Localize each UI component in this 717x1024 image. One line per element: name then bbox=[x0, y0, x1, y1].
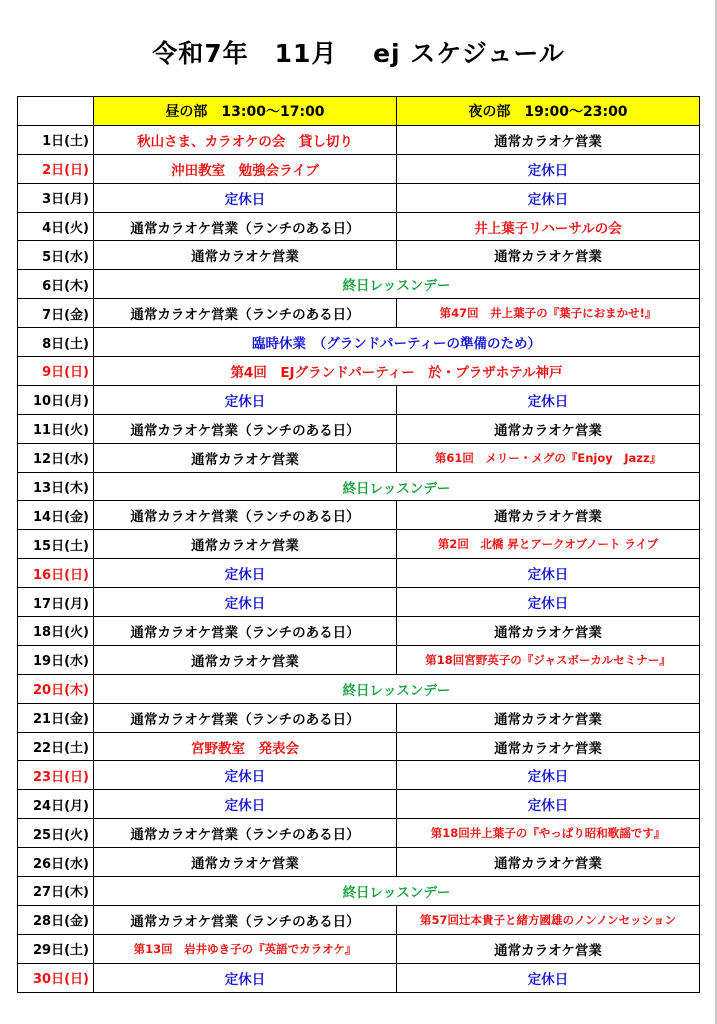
date-cell: 20日(木) bbox=[18, 674, 94, 703]
night-session-cell: 定休日 bbox=[397, 963, 700, 992]
night-session-cell: 定休日 bbox=[397, 559, 700, 588]
night-session-cell: 定休日 bbox=[397, 790, 700, 819]
table-row bbox=[18, 761, 700, 790]
date-cell: 1日(土) bbox=[18, 125, 94, 154]
date-cell: 14日(金) bbox=[18, 501, 94, 530]
table-row bbox=[18, 212, 700, 241]
day-session-cell: 宮野教室 発表会 bbox=[94, 732, 397, 761]
table-row bbox=[18, 732, 700, 761]
date-cell: 11日(火) bbox=[18, 414, 94, 443]
all-day-event-cell: 終日レッスンデー bbox=[94, 674, 700, 703]
table-row bbox=[18, 559, 700, 588]
table-row bbox=[18, 385, 700, 414]
night-session-cell: 定休日 bbox=[397, 761, 700, 790]
day-session-cell: 通常カラオケ営業（ランチのある日） bbox=[94, 212, 397, 241]
table-row bbox=[18, 645, 700, 674]
day-session-cell: 通常カラオケ営業（ランチのある日） bbox=[94, 703, 397, 732]
table-row bbox=[18, 703, 700, 732]
schedule-body bbox=[18, 125, 700, 992]
day-session-cell: 定休日 bbox=[94, 385, 397, 414]
night-session-cell: 通常カラオケ営業 bbox=[397, 501, 700, 530]
date-cell: 30日(日) bbox=[18, 963, 94, 992]
table-row bbox=[18, 183, 700, 212]
table-row bbox=[18, 414, 700, 443]
night-session-cell: 通常カラオケ営業 bbox=[397, 617, 700, 646]
day-session-cell: 通常カラオケ営業 bbox=[94, 443, 397, 472]
night-session-cell: 第18回井上葉子の『やっぱり昭和歌謡です』 bbox=[397, 819, 700, 848]
day-session-cell: 定休日 bbox=[94, 183, 397, 212]
header-date-cell bbox=[18, 97, 94, 126]
table-row bbox=[18, 501, 700, 530]
header-night-session: 夜の部 19:00～23:00 bbox=[397, 97, 700, 126]
day-session-cell: 通常カラオケ営業 bbox=[94, 241, 397, 270]
night-session-cell: 定休日 bbox=[397, 385, 700, 414]
day-session-cell: 定休日 bbox=[94, 963, 397, 992]
header-row bbox=[18, 97, 700, 126]
night-session-cell: 通常カラオケ営業 bbox=[397, 125, 700, 154]
date-cell: 23日(日) bbox=[18, 761, 94, 790]
day-session-cell: 通常カラオケ営業（ランチのある日） bbox=[94, 414, 397, 443]
day-session-cell: 通常カラオケ営業 bbox=[94, 848, 397, 877]
all-day-event-cell: 終日レッスンデー bbox=[94, 270, 700, 299]
date-cell: 18日(火) bbox=[18, 617, 94, 646]
table-row bbox=[18, 617, 700, 646]
night-session-cell: 通常カラオケ営業 bbox=[397, 703, 700, 732]
page-title: 令和7年 11月 ej スケジュール bbox=[152, 39, 565, 68]
table-row bbox=[18, 934, 700, 963]
table-row bbox=[18, 328, 700, 357]
day-session-cell: 秋山さま、カラオケの会 貸し切り bbox=[94, 125, 397, 154]
table-row bbox=[18, 790, 700, 819]
all-day-event-cell: 臨時休業 （グランドパーティーの準備のため） bbox=[94, 328, 700, 357]
table-row bbox=[18, 357, 700, 386]
date-cell: 10日(月) bbox=[18, 385, 94, 414]
date-cell: 29日(土) bbox=[18, 934, 94, 963]
date-cell: 6日(木) bbox=[18, 270, 94, 299]
all-day-event-cell: 終日レッスンデー bbox=[94, 877, 700, 906]
night-session-cell: 定休日 bbox=[397, 154, 700, 183]
date-cell: 2日(日) bbox=[18, 154, 94, 183]
table-row bbox=[18, 674, 700, 703]
day-session-cell: 通常カラオケ営業 bbox=[94, 645, 397, 674]
night-session-cell: 第2回 北橋 昇とアークオブノート ライブ bbox=[397, 530, 700, 559]
day-session-cell: 通常カラオケ営業（ランチのある日） bbox=[94, 905, 397, 934]
day-session-cell: 通常カラオケ営業（ランチのある日） bbox=[94, 501, 397, 530]
date-cell: 8日(土) bbox=[18, 328, 94, 357]
table-row bbox=[18, 443, 700, 472]
table-row bbox=[18, 472, 700, 501]
night-session-cell: 通常カラオケ営業 bbox=[397, 414, 700, 443]
schedule-table bbox=[17, 96, 700, 993]
date-cell: 9日(日) bbox=[18, 357, 94, 386]
day-session-cell: 沖田教室 勉強会ライブ bbox=[94, 154, 397, 183]
night-session-cell: 通常カラオケ営業 bbox=[397, 848, 700, 877]
night-session-cell: 通常カラオケ営業 bbox=[397, 934, 700, 963]
night-session-cell: 定休日 bbox=[397, 183, 700, 212]
night-session-cell: 第61回 メリー・メグの『Enjoy Jazz』 bbox=[397, 443, 700, 472]
day-session-cell: 定休日 bbox=[94, 790, 397, 819]
date-cell: 21日(金) bbox=[18, 703, 94, 732]
table-row bbox=[18, 241, 700, 270]
day-session-cell: 定休日 bbox=[94, 559, 397, 588]
date-cell: 24日(月) bbox=[18, 790, 94, 819]
table-row bbox=[18, 905, 700, 934]
date-cell: 5日(水) bbox=[18, 241, 94, 270]
table-row bbox=[18, 530, 700, 559]
date-cell: 25日(火) bbox=[18, 819, 94, 848]
date-cell: 16日(日) bbox=[18, 559, 94, 588]
day-session-cell: 通常カラオケ営業（ランチのある日） bbox=[94, 299, 397, 328]
date-cell: 12日(水) bbox=[18, 443, 94, 472]
night-session-cell: 通常カラオケ営業 bbox=[397, 241, 700, 270]
date-cell: 27日(木) bbox=[18, 877, 94, 906]
night-session-cell: 第47回 井上葉子の『葉子におまかせ!』 bbox=[397, 299, 700, 328]
table-row bbox=[18, 299, 700, 328]
table-row bbox=[18, 819, 700, 848]
day-session-cell: 通常カラオケ営業 bbox=[94, 530, 397, 559]
table-row bbox=[18, 125, 700, 154]
all-day-event-cell: 第4回 EJグランドパーティー 於・プラザホテル神戸 bbox=[94, 357, 700, 386]
day-session-cell: 通常カラオケ営業（ランチのある日） bbox=[94, 617, 397, 646]
table-row bbox=[18, 963, 700, 992]
date-cell: 22日(土) bbox=[18, 732, 94, 761]
all-day-event-cell: 終日レッスンデー bbox=[94, 472, 700, 501]
table-row bbox=[18, 848, 700, 877]
day-session-cell: 通常カラオケ営業（ランチのある日） bbox=[94, 819, 397, 848]
date-cell: 26日(水) bbox=[18, 848, 94, 877]
date-cell: 3日(月) bbox=[18, 183, 94, 212]
table-row bbox=[18, 270, 700, 299]
day-session-cell: 第13回 岩井ゆき子の『英語でカラオケ』 bbox=[94, 934, 397, 963]
table-row bbox=[18, 154, 700, 183]
night-session-cell: 定休日 bbox=[397, 588, 700, 617]
day-session-cell: 定休日 bbox=[94, 761, 397, 790]
table-row bbox=[18, 877, 700, 906]
night-session-cell: 通常カラオケ営業 bbox=[397, 732, 700, 761]
night-session-cell: 井上葉子リハーサルの会 bbox=[397, 212, 700, 241]
header-day-session: 昼の部 13:00～17:00 bbox=[94, 97, 397, 126]
night-session-cell: 第18回宮野英子の『ジャスボーカルセミナー』 bbox=[397, 645, 700, 674]
date-cell: 17日(月) bbox=[18, 588, 94, 617]
date-cell: 15日(土) bbox=[18, 530, 94, 559]
date-cell: 7日(金) bbox=[18, 299, 94, 328]
date-cell: 4日(火) bbox=[18, 212, 94, 241]
night-session-cell: 第57回辻本貴子と緒方國雄のノンノンセッション bbox=[397, 905, 700, 934]
table-row bbox=[18, 588, 700, 617]
date-cell: 19日(水) bbox=[18, 645, 94, 674]
day-session-cell: 定休日 bbox=[94, 588, 397, 617]
date-cell: 28日(金) bbox=[18, 905, 94, 934]
date-cell: 13日(木) bbox=[18, 472, 94, 501]
